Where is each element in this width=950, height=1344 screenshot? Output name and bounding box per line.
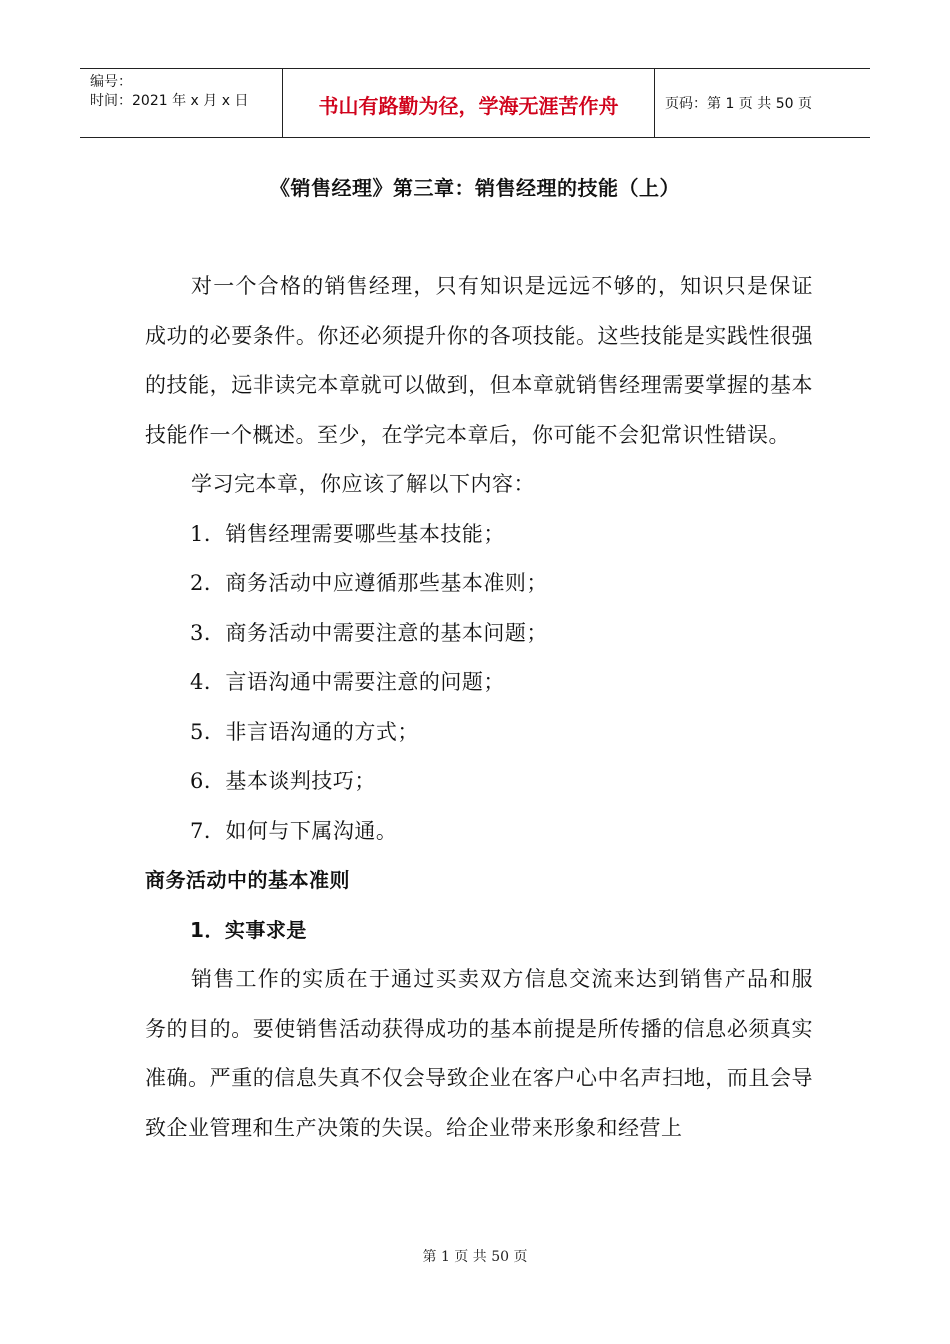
time-label: 时间：2021 年 x 月 x 日 [90, 93, 249, 109]
list-item: 1．销售经理需要哪些基本技能； [190, 521, 505, 546]
section-heading: 商务活动中的基本准则 [145, 868, 350, 892]
intro-block [145, 262, 813, 1153]
page-info-text: 页码：第 1 页 共 50 页 [665, 96, 812, 112]
motto-text: 书山有路勤为径，学海无涯苦作舟 [318, 93, 619, 118]
list-item: 4．言语沟通中需要注意的问题； [190, 670, 505, 694]
page-title: 《销售经理》第三章：销售经理的技能（上） [270, 176, 680, 200]
document-header [80, 68, 870, 138]
list-item: 7．如何与下属沟通。 [190, 818, 398, 843]
intro-paragraph: 对一个合格的销售经理，只有知识是远远不够的，知识只是保证成功的必要条件。你还必须提升你的各项技能。这些技能是实践性很强的技能，远非读完本章就可以做到，但本章就销售经理需要掌握的基本技能作一个概述。至少，在学完本章后，你可能不会犯常识性错误。 [145, 274, 813, 447]
page-footer: 第 1 页 共 50 页 [422, 1249, 528, 1265]
list-item: 5．非言语沟通的方式； [190, 719, 419, 744]
list-item: 6．基本谈判技巧； [190, 769, 376, 793]
intro-lead: 学习完本章，你应该了解以下内容： [191, 472, 535, 496]
section-paragraph: 销售工作的实质在于通过买卖双方信息交流来达到销售产品和服务的目的。要使销售活动获得成功的基本前提是所传播的信息必须真实准确。严重的信息失真不仅会导致企业在客户心中名声扫地，而且会导致企业管理和生产决策的失误。给企业带来形象和经营上 [145, 967, 813, 1140]
list-item: 2．商务活动中应遵循那些基本准则； [190, 571, 548, 595]
header-meta-cell [80, 69, 282, 137]
number-label: 编号： [90, 74, 132, 90]
page-info-cell [655, 69, 870, 137]
sub-heading: 1．实事求是 [190, 917, 307, 942]
list-item: 3．商务活动中需要注意的基本问题； [190, 620, 548, 645]
motto-cell [282, 69, 655, 137]
